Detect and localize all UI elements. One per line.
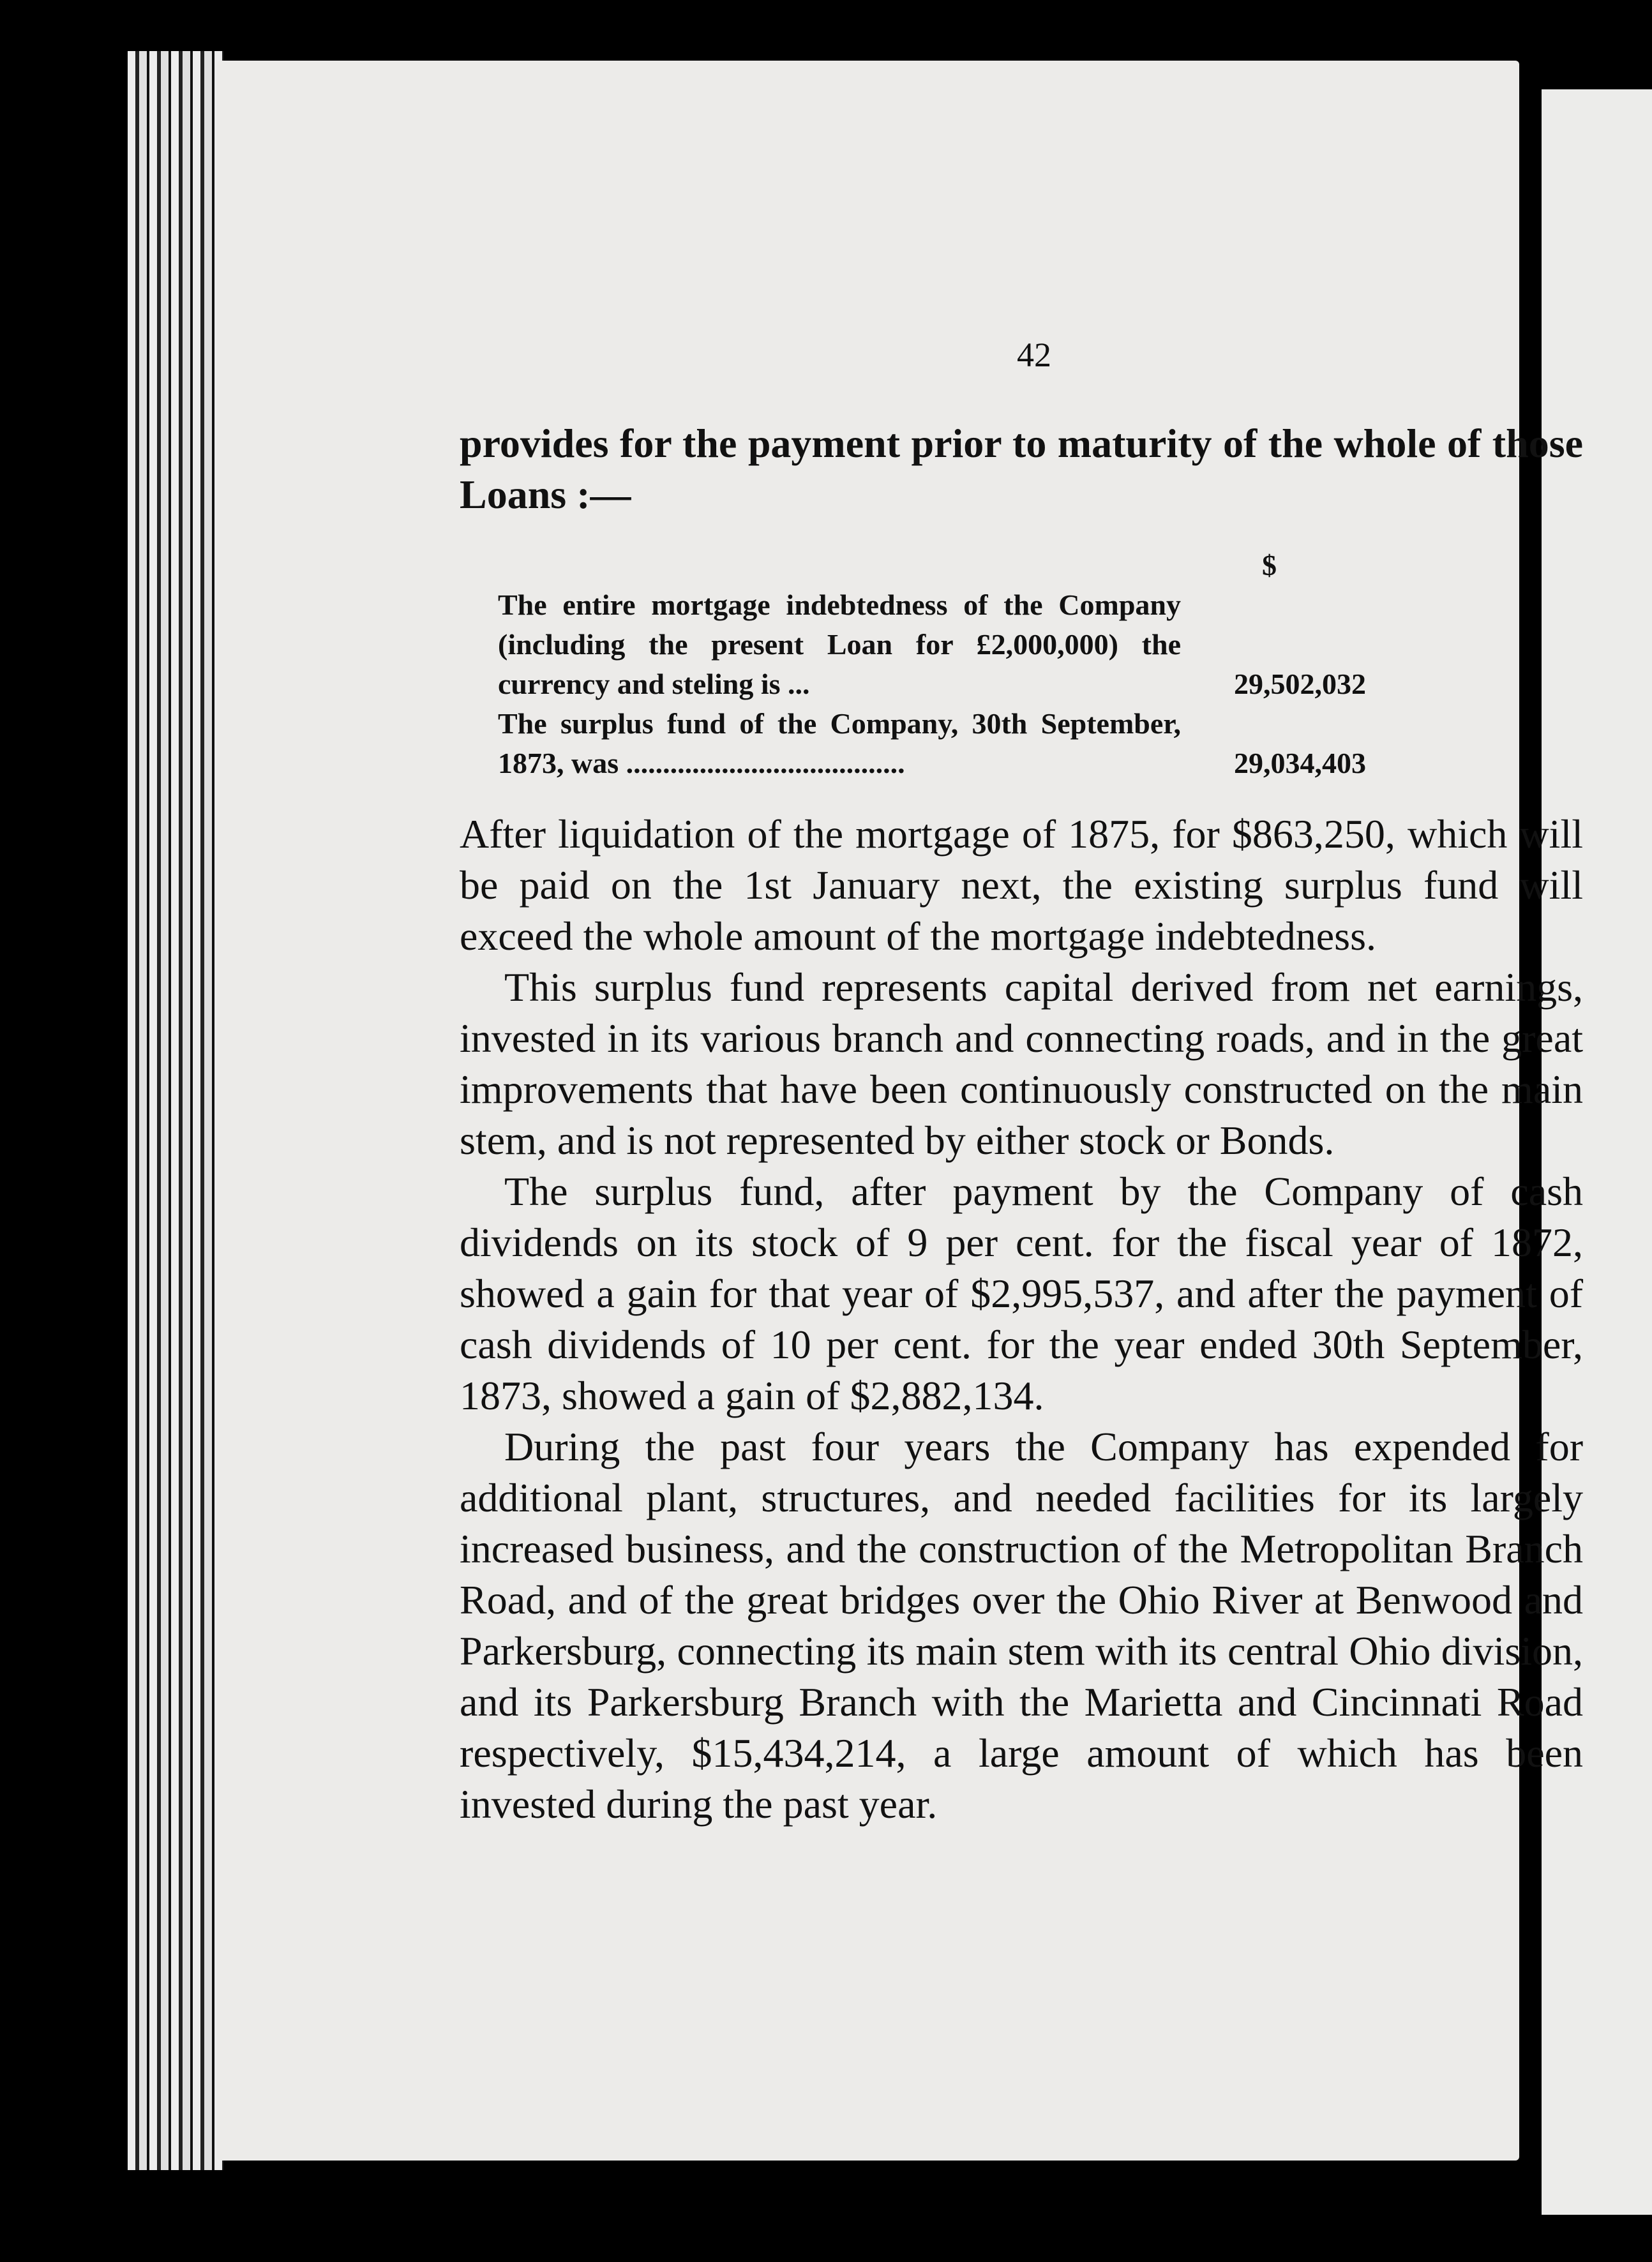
financial-table bbox=[498, 546, 1583, 783]
paragraph: The surplus fund, after payment by the Company of cash dividends on its stock of 9 per cent. for the fiscal year of 1872, showed a gain for that year of $2,995,537, and after the payment of cash dividends of 10 per cent. for the year ended 30th September, 1873, showed a gain of $2,882,134. bbox=[460, 1169, 1583, 1418]
table-row-label: The surplus fund of the Company, 30th September, 1873, was ...................................... bbox=[498, 707, 1181, 779]
intro-text: provides for the payment prior to maturity of the whole of those Loans :— bbox=[460, 421, 1583, 517]
page-text bbox=[460, 335, 1583, 1830]
currency-symbol: $ bbox=[1262, 549, 1277, 581]
table-row bbox=[498, 585, 1583, 704]
paragraph: During the past four years the Company has expended for additional plant, structures, and needed facilities for its largely increased business, and the construction of the Metropolitan Branch Road, and of the great bridges over the Ohio River at Benwood and Parkersburg, connecting its main stem with its central Ohio division, and its Parkersburg Branch with the Marietta and Cincinnati Road respectively, $15,434,214, a large amount of which has been invested during the past year. bbox=[460, 1424, 1583, 1827]
table-row-value: 29,502,032 bbox=[1234, 668, 1366, 700]
table-row bbox=[498, 704, 1583, 783]
book-binding-edge bbox=[128, 51, 223, 2170]
paragraph: After liquidation of the mortgage of 1875, for $863,250, which will be paid on the 1st January next, the existing surplus fund will exceed the whole amount of the mortgage indebtedness. bbox=[460, 811, 1583, 959]
book-page bbox=[217, 61, 1583, 2161]
page-number: 42 bbox=[1017, 336, 1051, 374]
table-row-value: 29,034,403 bbox=[1234, 747, 1366, 779]
table-row-label: The entire mortgage indebtedness of the Company (including the present Loan for £2,000,000) the currency and steling is ... bbox=[498, 588, 1181, 700]
paragraph: This surplus fund represents capital derived from net earnings, invested in its various branch and connecting roads, and in the great improvements that have been continuously constructed on the main stem, and is not represented by either stock or Bonds. bbox=[460, 964, 1583, 1163]
currency-header bbox=[498, 546, 1277, 585]
